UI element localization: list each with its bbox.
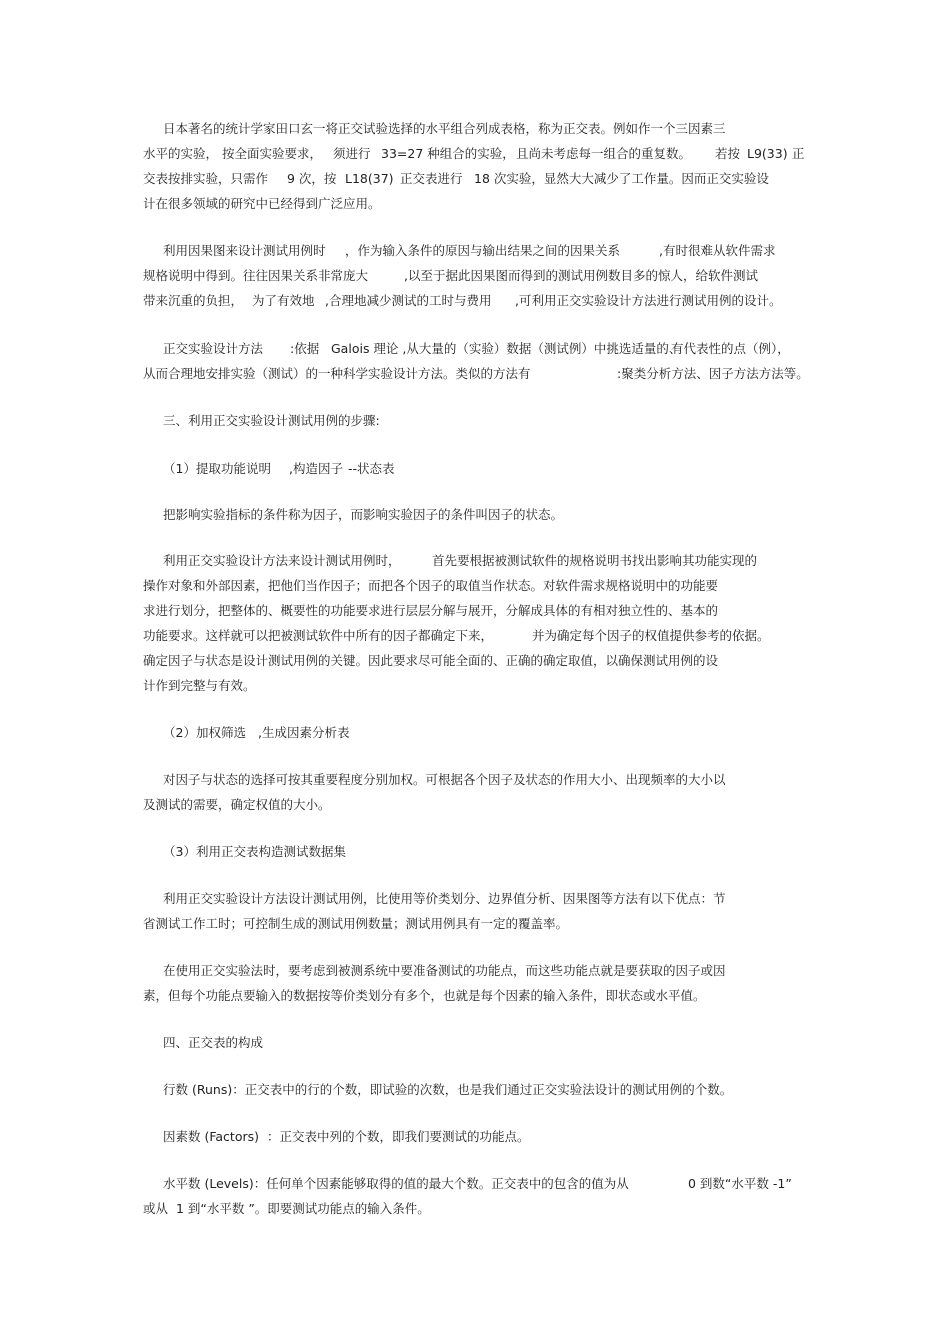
text-segment: 计作到完整与有效。 xyxy=(143,678,256,693)
text-segment: 从而合理地安排实验（测试）的一种科学实验设计方法。类似的方法有 xyxy=(143,366,531,381)
text-segment: 利用因果图来设计测试用例时 xyxy=(163,243,326,258)
text-line xyxy=(0,506,950,524)
text-line xyxy=(0,170,950,188)
text-line xyxy=(0,962,950,980)
text-segment: 水平数 (Levels)：任何单个因素能够取得的值的最大个数。正交表中的包含的值为从 xyxy=(163,1176,629,1191)
text-line xyxy=(0,267,950,285)
text-segment: 利用正交实验设计方法设计测试用例，比使用等价类划分、边界值分析、因果图等方法有以下优点：节 xyxy=(163,891,726,906)
text-segment: 须进行 xyxy=(333,146,371,161)
text-segment: 因素数 (Factors) xyxy=(163,1129,260,1144)
text-line xyxy=(0,365,950,383)
text-line xyxy=(0,724,950,742)
text-segment: 四、正交表的构成 xyxy=(163,1035,264,1050)
text-segment: ,构造因子 xyxy=(289,461,343,476)
text-segment: 有代表性的点（例）， xyxy=(671,341,790,356)
text-line xyxy=(0,460,950,478)
text-segment: 行数 (Runs)：正交表中的行的个数，即试验的次数，也是我们通过正交实验法设计的测试用例的个数。 xyxy=(163,1082,733,1097)
text-segment: ，作为输入条件的原因与输出结果之间的因果关系 xyxy=(345,243,621,258)
text-segment: 或从 1 到“水平数 ”。即要测试功能点的输入条件。 xyxy=(143,1201,430,1216)
text-line xyxy=(0,843,950,861)
text-line xyxy=(0,677,950,695)
text-segment: 把影响实验指标的条件称为因子，而影响实验因子的条件叫因子的状态。 xyxy=(163,507,564,522)
text-segment: 计在很多领域的研究中已经得到广泛应用。 xyxy=(143,196,381,211)
text-segment: 水平的实验， xyxy=(143,146,219,161)
text-line xyxy=(0,987,950,1005)
text-segment: ,生成因素分析表 xyxy=(258,725,350,740)
text-line xyxy=(0,195,950,213)
text-line xyxy=(0,577,950,595)
text-segment: 正交实验设计方法 xyxy=(163,341,264,356)
text-segment: 确定因子与状态是设计测试用例的关键。因此要求尽可能全面的、正确的确定取值，以确保测试用例的设 xyxy=(143,653,719,668)
text-segment: 省测试工作工时；可控制生成的测试用例数量；测试用例具有一定的覆盖率。 xyxy=(143,916,569,931)
text-segment: 日本著名的统计学家田口玄一将正交试验选择的水平组合列成表格，称为正交表。例如作一个三因素三 xyxy=(163,121,726,136)
text-segment: ,合理地减少测试的工时与费用 xyxy=(325,293,492,308)
text-line xyxy=(0,120,950,138)
text-segment: 且尚未考虑每一组合的重复数。 xyxy=(516,146,692,161)
text-segment: L18(37) xyxy=(345,171,394,186)
text-segment: 素，但每个功能点要输入的数据按等价类划分有多个，也就是每个因素的输入条件，即状态或水平值。 xyxy=(143,988,706,1003)
text-line xyxy=(0,1081,950,1099)
text-line xyxy=(0,552,950,570)
text-line xyxy=(0,1200,950,1218)
text-segment: 并为确定每个因子的权值提供参考的依据。 xyxy=(532,628,770,643)
text-segment: L9(33) xyxy=(747,146,788,161)
text-segment: :聚类分析方法、因子方法方法等。 xyxy=(617,366,809,381)
text-segment: 带来沉重的负担， xyxy=(143,293,244,308)
text-line xyxy=(0,412,950,430)
text-segment: 正 xyxy=(792,146,805,161)
text-line xyxy=(0,1034,950,1052)
text-segment: :依据 xyxy=(290,341,320,356)
text-segment: 功能要求。这样就可以把被测试软件中所有的因子都确定下来， xyxy=(143,628,494,643)
text-line xyxy=(0,1175,950,1193)
text-segment: ：正交表中列的个数，即我们要测试的功能点。 xyxy=(267,1129,530,1144)
text-segment: 对因子与状态的选择可按其重要程度分别加权。可根据各个因子及状态的作用大小、出现频率的大小以 xyxy=(163,772,726,787)
text-segment: 0 到数“水平数 -1” xyxy=(688,1176,792,1191)
text-segment: Galois 理论 ,从大量的（实验）数据（测试例）中挑选适量的、 xyxy=(331,341,682,356)
text-line xyxy=(0,652,950,670)
text-line xyxy=(0,145,950,163)
text-segment: （2）加权筛选 xyxy=(163,725,246,740)
text-segment: 求进行划分，把整体的、概要性的功能要求进行层层分解与展开，分解成具体的有相对独立性的、基本的 xyxy=(143,603,719,618)
text-line xyxy=(0,340,950,358)
text-segment: 及测试的需要，确定权值的大小。 xyxy=(143,797,331,812)
text-line xyxy=(0,1128,950,1146)
text-segment: ,以至于据此因果图而得到的测试用例数目多的惊人，给软件测试 xyxy=(404,268,758,283)
text-line xyxy=(0,242,950,260)
text-segment: 在使用正交实验法时，要考虑到被测系统中要准备测试的功能点，而这些功能点就是要获取的因子或因 xyxy=(163,963,726,978)
text-line xyxy=(0,915,950,933)
text-segment: 操作对象和外部因素，把他们当作因子；而把各个因子的取值当作状态。对软件需求规格说明中的功能要 xyxy=(143,578,719,593)
text-segment: 18 次实验，显然大大减少了工作量。因而正交实验设 xyxy=(474,171,769,186)
text-segment: ,可利用正交实验设计方法进行测试用例的设计。 xyxy=(515,293,782,308)
text-segment: ,有时很难从软件需求 xyxy=(659,243,776,258)
text-segment: （1）提取功能说明 xyxy=(163,461,271,476)
text-segment: 规格说明中得到。往往因果关系非常庞大 xyxy=(143,268,369,283)
text-line xyxy=(0,771,950,789)
text-segment: 按全面实验要求， xyxy=(222,146,323,161)
text-segment: （3）利用正交表构造测试数据集 xyxy=(163,844,346,859)
text-line xyxy=(0,602,950,620)
text-line xyxy=(0,796,950,814)
text-segment: 首先要根据被测试软件的规格说明书找出影响其功能实现的 xyxy=(432,553,758,568)
text-segment: 为了有效地 xyxy=(252,293,315,308)
text-segment: 利用正交实验设计方法来设计测试用例时， xyxy=(163,553,401,568)
text-segment: 33=27 种组合的实验， xyxy=(381,146,515,161)
text-segment: 三、利用正交实验设计测试用例的步骤: xyxy=(163,413,380,428)
text-segment: 交表按排实验，只需作 xyxy=(143,171,269,186)
text-line xyxy=(0,627,950,645)
text-line xyxy=(0,292,950,310)
text-segment: --状态表 xyxy=(348,461,395,476)
text-segment: 9 次，按 xyxy=(287,171,337,186)
text-line xyxy=(0,890,950,908)
text-segment: 正交表进行 xyxy=(400,171,463,186)
text-segment: 若按 xyxy=(715,146,741,161)
